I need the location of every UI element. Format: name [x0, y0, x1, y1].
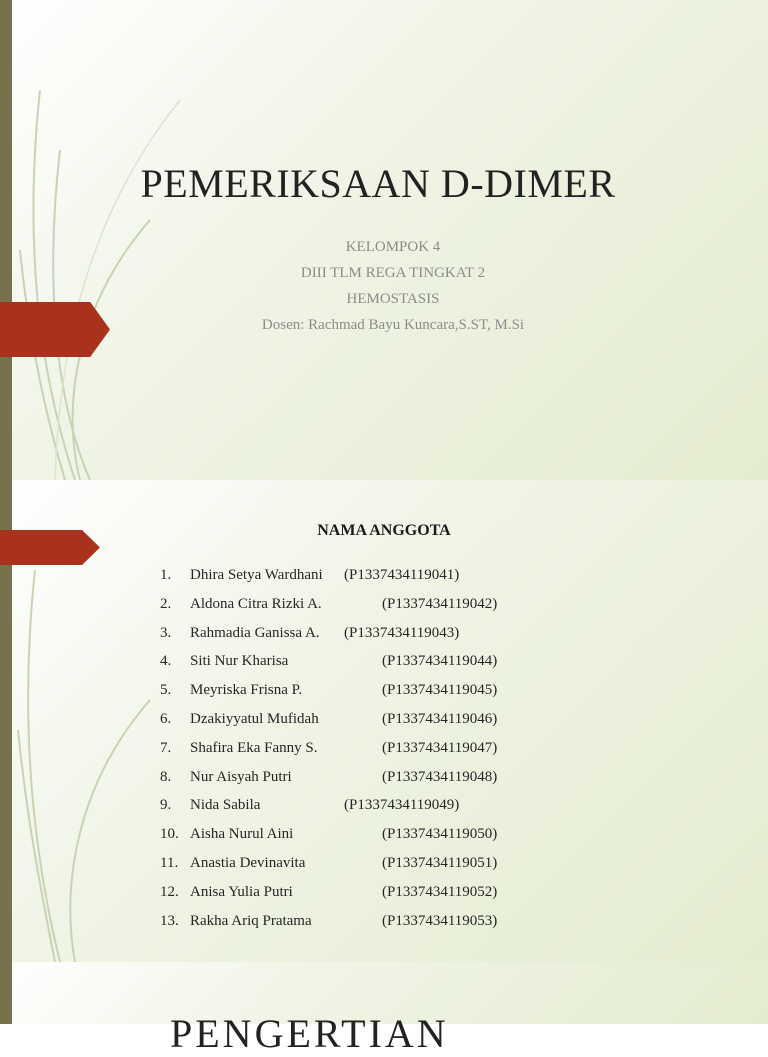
member-code: (P1337434119049): [344, 797, 460, 814]
member-number: 8.: [160, 768, 172, 785]
member-name: Nur Aisyah Putri: [190, 768, 292, 785]
member-name: Aldona Citra Rizki A.: [190, 595, 322, 612]
member-number: 4.: [160, 653, 172, 670]
member-number: 10.: [160, 826, 179, 843]
member-number: 3.: [160, 624, 172, 641]
member-name: Rakha Ariq Pratama: [190, 912, 312, 929]
subtitle-line-group: KELOMPOK 4: [345, 239, 441, 255]
list-item: [160, 682, 580, 711]
member-name: Anastia Devinavita: [190, 854, 306, 871]
member-name: Siti Nur Kharisa: [190, 653, 289, 670]
member-code: (P1337434119041): [344, 567, 460, 583]
edge-bar: [0, 962, 12, 1024]
list-item: [160, 826, 580, 855]
slide-title-text: PENGERTIAN: [170, 1011, 449, 1056]
member-name: Meyriska Frisna P.: [190, 682, 303, 699]
member-name: Shafira Eka Fanny S.: [190, 739, 318, 756]
member-code: (P1337434119048): [382, 768, 498, 785]
slide-title: [0, 0, 768, 480]
members-heading: NAMA ANGGOTA: [317, 522, 451, 539]
slide-subtitle: [0, 234, 768, 338]
slide-definition: [0, 962, 768, 1056]
member-name: Nida Sabila: [190, 797, 261, 814]
member-code: (P1337434119052): [382, 883, 498, 900]
member-code: (P1337434119046): [382, 710, 498, 727]
member-number: 7.: [160, 739, 172, 756]
member-number: 6.: [160, 710, 172, 727]
list-item: [160, 740, 580, 769]
member-number: 2.: [160, 595, 172, 612]
member-code: (P1337434119050): [382, 826, 498, 843]
list-item: [160, 884, 580, 913]
slide-members: [0, 480, 768, 962]
member-code: (P1337434119043): [344, 624, 460, 641]
member-code: (P1337434119051): [382, 854, 498, 871]
list-item: [160, 797, 580, 826]
list-item: [160, 653, 580, 682]
member-name: Anisa Yulia Putri: [190, 883, 293, 900]
member-name: Aisha Nurul Aini: [190, 826, 294, 843]
member-name: Dzakiyyatul Mufidah: [190, 710, 319, 727]
member-number: 5.: [160, 682, 172, 699]
list-item: [160, 567, 580, 596]
subtitle-line-course: HEMOSTASIS: [346, 291, 440, 307]
member-code: (P1337434119045): [382, 682, 498, 699]
members-list: [160, 567, 580, 941]
member-code: (P1337434119047): [382, 739, 498, 756]
list-item: [160, 769, 580, 798]
list-item: [160, 625, 580, 654]
list-item: [160, 855, 580, 884]
subtitle-line-lecturer: Dosen: Rachmad Bayu Kuncara,S.ST, M.Si: [261, 317, 525, 333]
member-number: 11.: [160, 854, 179, 871]
member-code: (P1337434119053): [382, 912, 498, 929]
member-number: 1.: [160, 567, 172, 583]
subtitle-line-program: DIII TLM REGA TINGKAT 2: [300, 265, 486, 281]
member-number: 13.: [160, 912, 179, 929]
list-item: [160, 711, 580, 740]
member-number: 12.: [160, 883, 179, 900]
list-item: [160, 913, 580, 942]
member-number: 9.: [160, 797, 172, 814]
member-code: (P1337434119044): [382, 653, 498, 670]
list-item: [160, 596, 580, 625]
member-name: Rahmadia Ganissa A.: [190, 624, 320, 641]
member-code: (P1337434119042): [382, 595, 498, 612]
member-name: Dhira Setya Wardhani: [190, 567, 323, 583]
slide-title-text: PEMERIKSAAN D-DIMER: [140, 161, 616, 206]
